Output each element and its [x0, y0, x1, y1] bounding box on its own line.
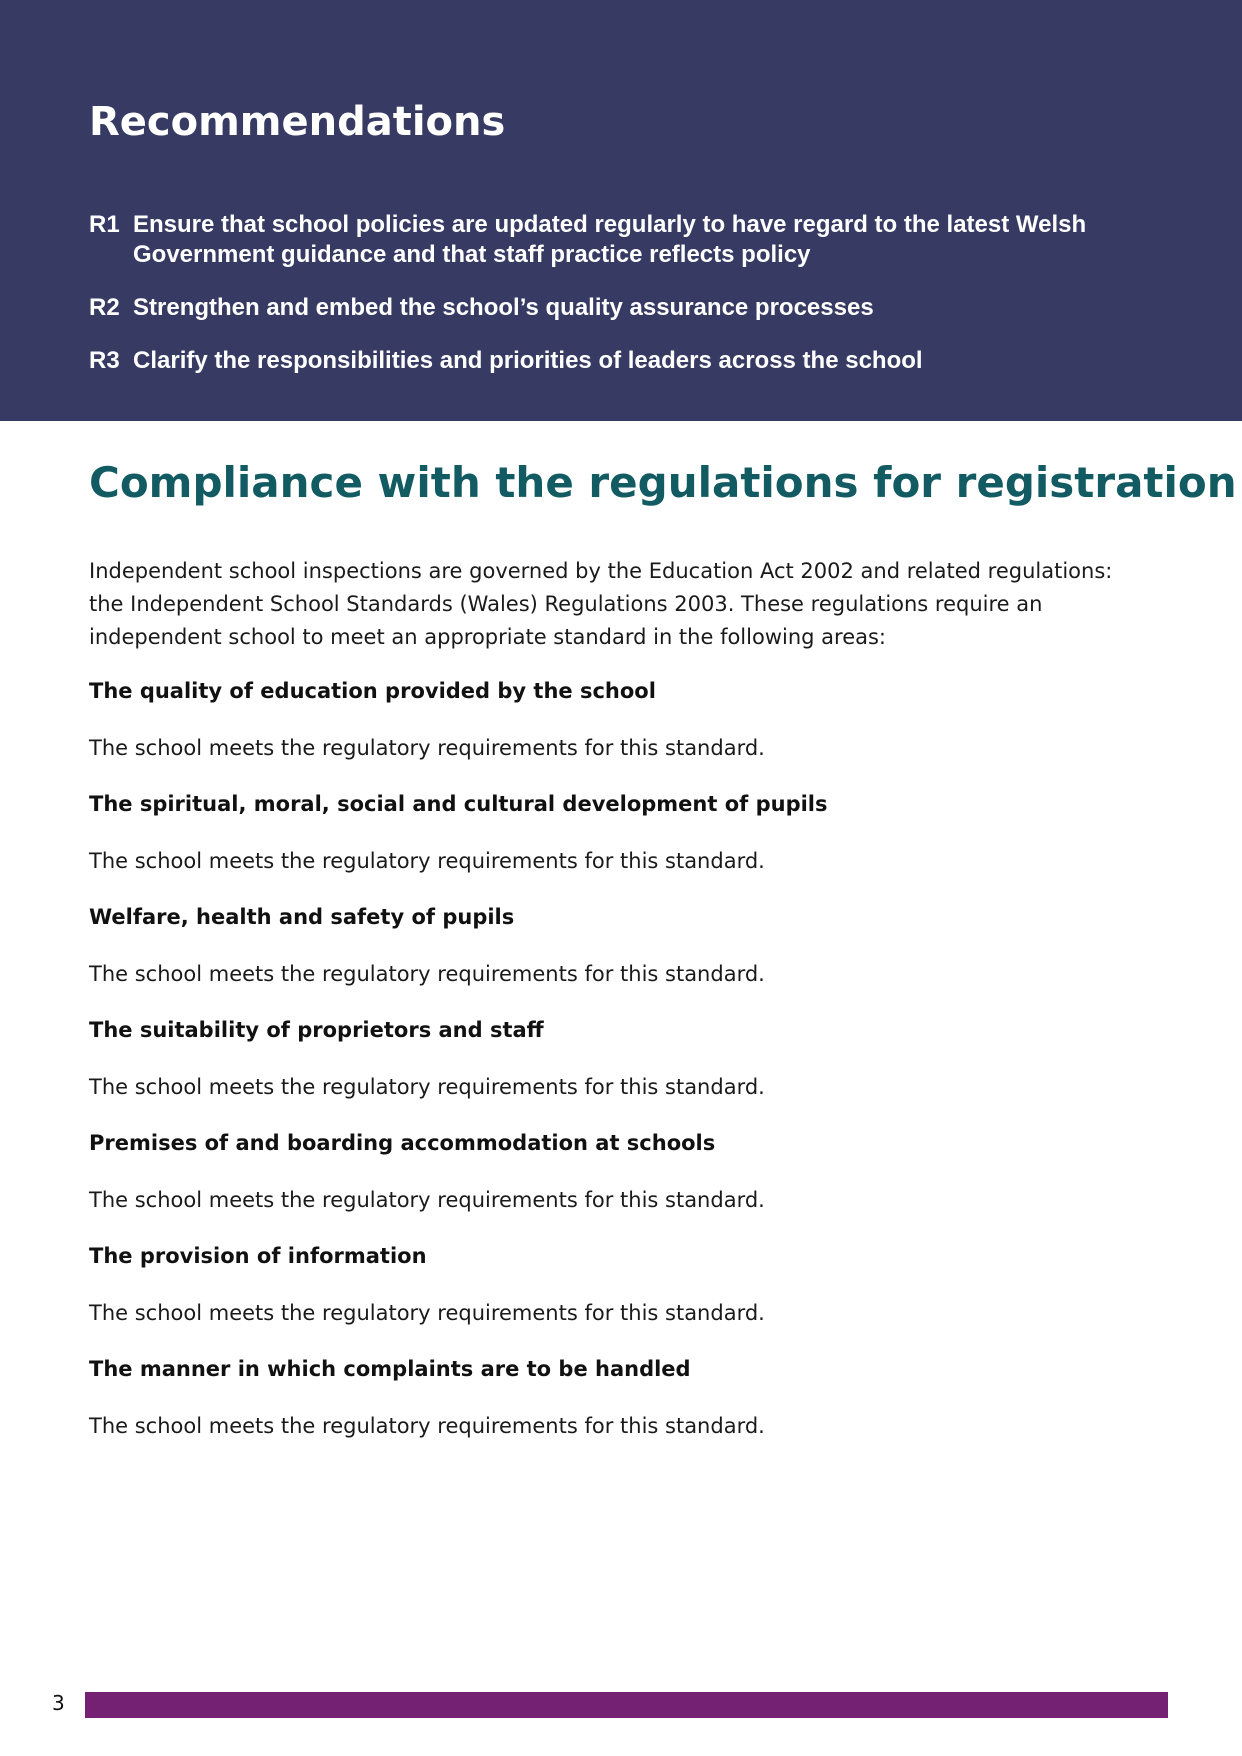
standard-heading: Premises of and boarding accommodation at schools	[89, 1131, 716, 1155]
compliance-title: Compliance with the regulations for registration	[89, 458, 1237, 507]
recommendations-list	[89, 210, 1169, 399]
recommendation-code: R2	[89, 294, 120, 321]
standard-heading: Welfare, health and safety of pupils	[89, 905, 515, 929]
standard-section	[89, 1240, 1129, 1330]
standard-section	[89, 1014, 1129, 1104]
standard-result: The school meets the regulatory requirements for this standard.	[89, 962, 765, 986]
standard-heading: The provision of information	[89, 1244, 427, 1268]
recommendation-item	[89, 293, 1169, 323]
standard-result: The school meets the regulatory requirements for this standard.	[89, 1188, 765, 1212]
recommendation-code: R3	[89, 347, 120, 374]
standard-section	[89, 675, 1129, 765]
standards-list	[89, 675, 1129, 1466]
footer-bar	[85, 1692, 1168, 1718]
standard-heading: The spiritual, moral, social and cultural development of pupils	[89, 792, 828, 816]
standard-section	[89, 788, 1129, 878]
standard-section	[89, 1127, 1129, 1217]
recommendation-text: Ensure that school policies are updated regularly to have regard to the latest Welsh Government guidance and that staff practice reflects policy	[133, 211, 1087, 268]
standard-result: The school meets the regulatory requirements for this standard.	[89, 736, 765, 760]
recommendation-text: Strengthen and embed the school’s quality assurance processes	[133, 294, 874, 321]
recommendation-item	[89, 210, 1169, 270]
standard-section	[89, 901, 1129, 991]
standard-section	[89, 1353, 1129, 1443]
recommendations-banner	[0, 0, 1242, 421]
recommendations-title: Recommendations	[89, 99, 506, 145]
standard-heading: The quality of education provided by the school	[89, 679, 656, 703]
standard-heading: The suitability of proprietors and staff	[89, 1018, 544, 1042]
standard-result: The school meets the regulatory requirements for this standard.	[89, 1301, 765, 1325]
standard-result: The school meets the regulatory requirements for this standard.	[89, 1414, 765, 1438]
standard-result: The school meets the regulatory requirements for this standard.	[89, 849, 765, 873]
standard-result: The school meets the regulatory requirements for this standard.	[89, 1075, 765, 1099]
page-number: 3	[52, 1691, 65, 1715]
recommendation-code: R1	[89, 211, 120, 238]
standard-heading: The manner in which complaints are to be handled	[89, 1357, 691, 1381]
recommendation-text: Clarify the responsibilities and priorities of leaders across the school	[133, 347, 923, 374]
compliance-intro: Independent school inspections are governed by the Education Act 2002 and related regulations: the Independent School Standards (Wales) Regulations 2003. These regulations require an independent school to meet an appropriate standard in the following areas:	[89, 559, 1113, 649]
recommendation-item	[89, 346, 1169, 376]
